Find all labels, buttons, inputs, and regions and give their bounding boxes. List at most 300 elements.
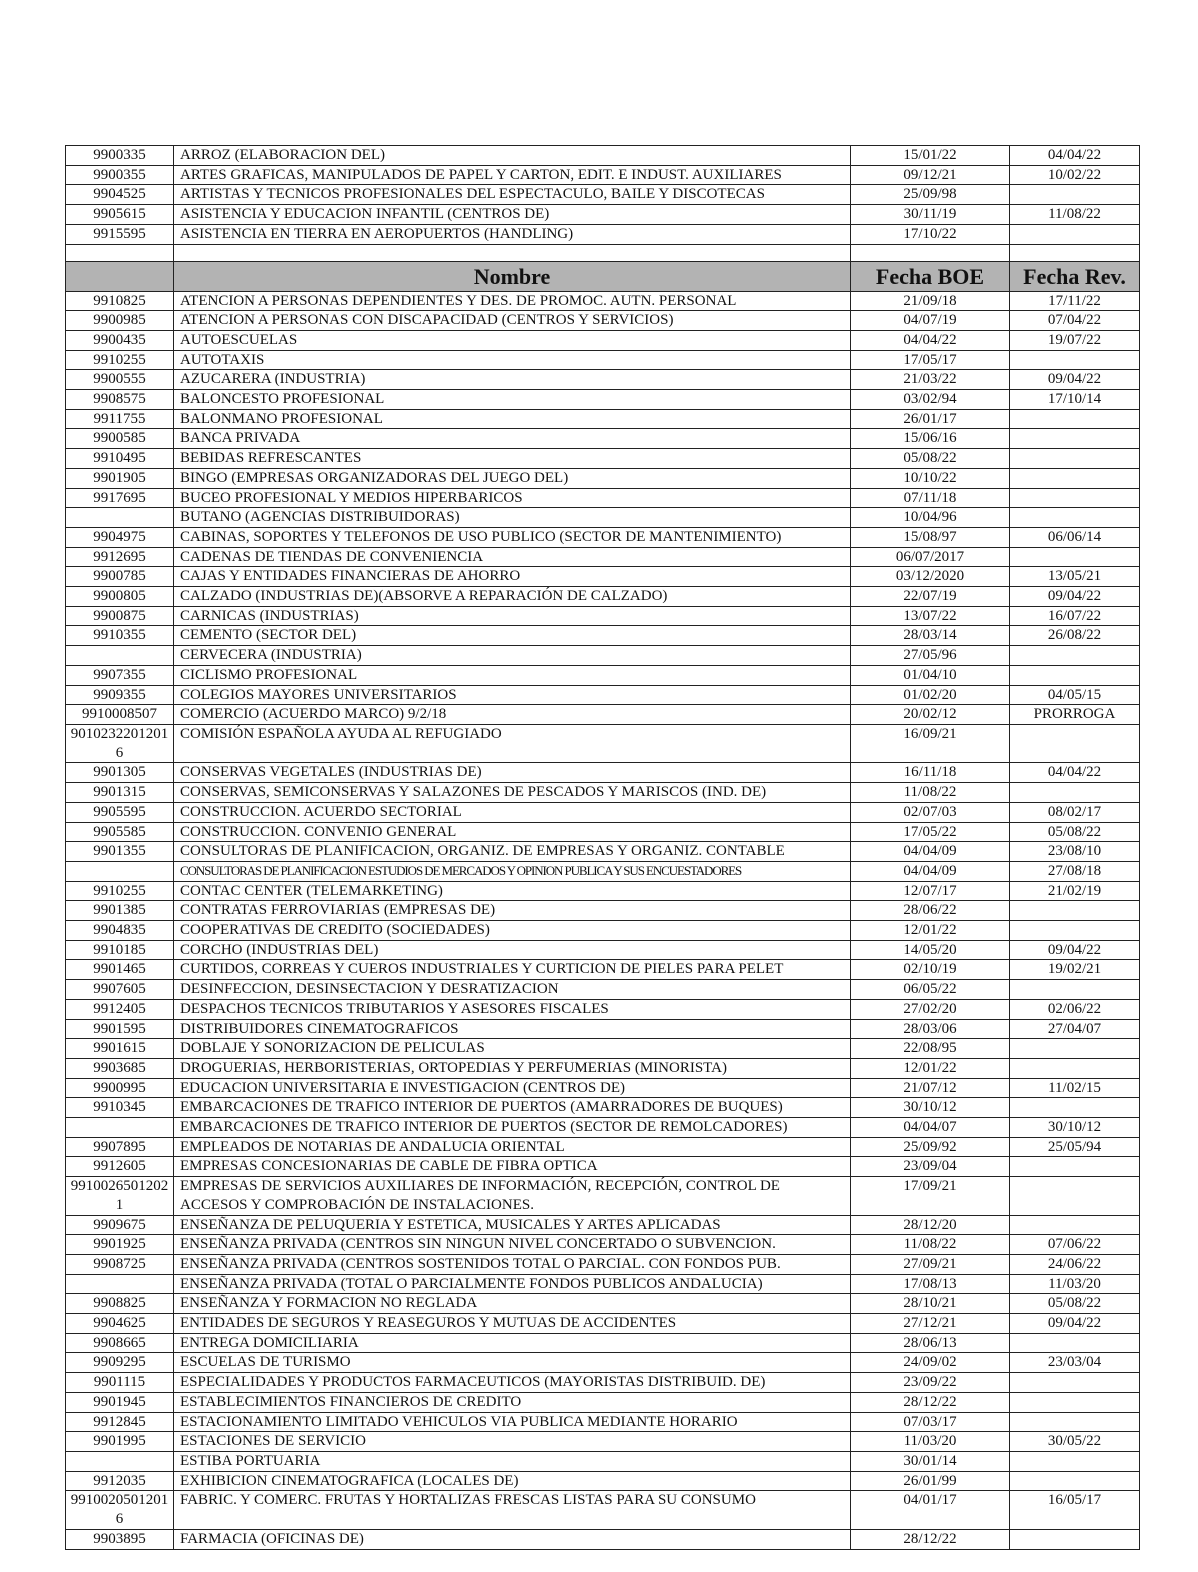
code-cell: 9912605 <box>66 1157 174 1177</box>
name-cell: EMPRESAS CONCESIONARIAS DE CABLE DE FIBRA OPTICA <box>174 1157 851 1177</box>
fecha-boe-cell: 30/01/14 <box>851 1452 1010 1472</box>
fecha-rev-cell: 05/08/22 <box>1010 1294 1140 1314</box>
fecha-rev-cell <box>1010 1392 1140 1412</box>
fecha-rev-cell <box>1010 921 1140 941</box>
header-row <box>66 261 1140 291</box>
name-cell: EMPLEADOS DE NOTARIAS DE ANDALUCIA ORIENTAL <box>174 1137 851 1157</box>
name-cell: ENSEÑANZA PRIVADA (TOTAL O PARCIALMENTE FONDOS PUBLICOS ANDALUCIA) <box>174 1274 851 1294</box>
code-cell: 9909355 <box>66 685 174 705</box>
fecha-rev-cell: 13/05/21 <box>1010 567 1140 587</box>
fecha-rev-cell <box>1010 724 1140 762</box>
table-row <box>66 587 1140 607</box>
code-cell: 9905595 <box>66 802 174 822</box>
code-cell: 9900435 <box>66 330 174 350</box>
fecha-boe-cell: 17/08/13 <box>851 1274 1010 1294</box>
table-header <box>66 261 1140 291</box>
table-row <box>66 881 1140 901</box>
table-row <box>66 205 1140 225</box>
code-cell: 99100205012016 <box>66 1491 174 1529</box>
fecha-boe-cell: 28/06/13 <box>851 1333 1010 1353</box>
fecha-boe-cell: 27/05/96 <box>851 646 1010 666</box>
code-cell <box>66 861 174 881</box>
table-row <box>66 783 1140 803</box>
fecha-boe-cell: 17/05/17 <box>851 350 1010 370</box>
table-row <box>66 1118 1140 1138</box>
table-row <box>66 224 1140 244</box>
name-cell: COOPERATIVAS DE CREDITO (SOCIEDADES) <box>174 921 851 941</box>
table-row <box>66 822 1140 842</box>
fecha-rev-cell <box>1010 1333 1140 1353</box>
name-cell: ASISTENCIA Y EDUCACION INFANTIL (CENTROS DE) <box>174 205 851 225</box>
fecha-boe-cell: 05/08/22 <box>851 449 1010 469</box>
table-row <box>66 409 1140 429</box>
code-cell: 9908575 <box>66 390 174 410</box>
fecha-rev-cell: 11/02/15 <box>1010 1078 1140 1098</box>
table-row <box>66 1157 1140 1177</box>
table-row <box>66 1333 1140 1353</box>
fecha-rev-cell <box>1010 665 1140 685</box>
table-row <box>66 646 1140 666</box>
name-cell: FARMACIA (OFICINAS DE) <box>174 1529 851 1549</box>
name-cell: CALZADO (INDUSTRIAS DE)(ABSORVE A REPARACIÓN DE CALZADO) <box>174 587 851 607</box>
name-cell: ESTIBA PORTUARIA <box>174 1452 851 1472</box>
code-cell: 9910185 <box>66 940 174 960</box>
fecha-rev-cell <box>1010 1529 1140 1549</box>
code-cell: 9904625 <box>66 1314 174 1334</box>
fecha-boe-cell: 09/12/21 <box>851 165 1010 185</box>
fecha-boe-cell: 12/01/22 <box>851 1058 1010 1078</box>
table-spacer <box>66 244 1140 261</box>
code-cell: 9910825 <box>66 291 174 311</box>
fecha-rev-cell <box>1010 783 1140 803</box>
code-cell <box>66 1274 174 1294</box>
code-cell: 9900585 <box>66 429 174 449</box>
name-cell: DROGUERIAS, HERBORISTERIAS, ORTOPEDIAS Y PERFUMERIAS (MINORISTA) <box>174 1058 851 1078</box>
table-row <box>66 1274 1140 1294</box>
fecha-boe-cell: 28/06/22 <box>851 901 1010 921</box>
fecha-rev-cell: 19/02/21 <box>1010 960 1140 980</box>
code-cell: 9903895 <box>66 1529 174 1549</box>
fecha-boe-cell: 01/04/10 <box>851 665 1010 685</box>
code-cell: 9904835 <box>66 921 174 941</box>
table-row <box>66 350 1140 370</box>
name-cell: CONSERVAS VEGETALES (INDUSTRIAS DE) <box>174 763 851 783</box>
fecha-rev-cell: 04/05/15 <box>1010 685 1140 705</box>
table-row <box>66 626 1140 646</box>
name-cell: BALONMANO PROFESIONAL <box>174 409 851 429</box>
table-row <box>66 999 1140 1019</box>
fecha-boe-cell: 22/08/95 <box>851 1039 1010 1059</box>
name-cell: BINGO (EMPRESAS ORGANIZADORAS DEL JUEGO DEL) <box>174 468 851 488</box>
fecha-rev-cell <box>1010 449 1140 469</box>
fecha-rev-cell <box>1010 350 1140 370</box>
fecha-rev-cell: 09/04/22 <box>1010 587 1140 607</box>
fecha-boe-cell: 02/10/19 <box>851 960 1010 980</box>
name-cell: ATENCION A PERSONAS DEPENDIENTES Y DES. DE PROMOC. AUTN. PERSONAL <box>174 291 851 311</box>
name-cell: ENSEÑANZA PRIVADA (CENTROS SIN NINGUN NIVEL CONCERTADO O SUBVENCION. <box>174 1235 851 1255</box>
table-row <box>66 724 1140 762</box>
fecha-boe-cell: 20/02/12 <box>851 705 1010 725</box>
header-name: Nombre <box>174 261 851 291</box>
code-cell <box>66 508 174 528</box>
fecha-boe-cell: 02/07/03 <box>851 802 1010 822</box>
code-cell: 9917695 <box>66 488 174 508</box>
table-row <box>66 1392 1140 1412</box>
fecha-boe-cell: 06/07/2017 <box>851 547 1010 567</box>
fecha-boe-cell: 23/09/22 <box>851 1373 1010 1393</box>
table-row <box>66 547 1140 567</box>
fecha-boe-cell: 21/07/12 <box>851 1078 1010 1098</box>
fecha-boe-cell: 26/01/17 <box>851 409 1010 429</box>
code-cell: 9907895 <box>66 1137 174 1157</box>
code-cell: 9910495 <box>66 449 174 469</box>
fecha-boe-cell: 06/05/22 <box>851 980 1010 1000</box>
code-cell: 9901355 <box>66 842 174 862</box>
table-row <box>66 1529 1140 1549</box>
table-row <box>66 1452 1140 1472</box>
name-cell: CADENAS DE TIENDAS DE CONVENIENCIA <box>174 547 851 567</box>
fecha-boe-cell: 27/09/21 <box>851 1254 1010 1274</box>
name-cell: BUTANO (AGENCIAS DISTRIBUIDORAS) <box>174 508 851 528</box>
fecha-rev-cell: 08/02/17 <box>1010 802 1140 822</box>
name-cell: FABRIC. Y COMERC. FRUTAS Y HORTALIZAS FRESCAS LISTAS PARA SU CONSUMO <box>174 1491 851 1529</box>
fecha-boe-cell: 25/09/98 <box>851 185 1010 205</box>
fecha-rev-cell <box>1010 646 1140 666</box>
name-cell: CURTIDOS, CORREAS Y CUEROS INDUSTRIALES Y CURTICION DE PIELES PARA PELET <box>174 960 851 980</box>
fecha-rev-cell <box>1010 1452 1140 1472</box>
code-cell: 9908825 <box>66 1294 174 1314</box>
code-cell: 9900805 <box>66 587 174 607</box>
code-cell: 9911755 <box>66 409 174 429</box>
fecha-rev-cell <box>1010 468 1140 488</box>
code-cell: 9909675 <box>66 1215 174 1235</box>
fecha-rev-cell: 23/03/04 <box>1010 1353 1140 1373</box>
name-cell: CONTRATAS FERROVIARIAS (EMPRESAS DE) <box>174 901 851 921</box>
name-cell: ASISTENCIA EN TIERRA EN AEROPUERTOS (HANDLING) <box>174 224 851 244</box>
header-code-cell <box>66 261 174 291</box>
name-cell: EDUCACION UNIVERSITARIA E INVESTIGACION (CENTROS DE) <box>174 1078 851 1098</box>
header-fecha-boe: Fecha BOE <box>851 261 1010 291</box>
table-row <box>66 390 1140 410</box>
table-row <box>66 842 1140 862</box>
table-row <box>66 1432 1140 1452</box>
fecha-rev-cell: 04/04/22 <box>1010 763 1140 783</box>
name-cell: BEBIDAS REFRESCANTES <box>174 449 851 469</box>
name-cell: ESCUELAS DE TURISMO <box>174 1353 851 1373</box>
code-cell: 9901615 <box>66 1039 174 1059</box>
name-cell: ENSEÑANZA Y FORMACION NO REGLADA <box>174 1294 851 1314</box>
table-row <box>66 311 1140 331</box>
table-row <box>66 1314 1140 1334</box>
fecha-rev-cell: 07/06/22 <box>1010 1235 1140 1255</box>
name-cell: ARTES GRAFICAS, MANIPULADOS DE PAPEL Y CARTON, EDIT. E INDUST. AUXILIARES <box>174 165 851 185</box>
fecha-rev-cell: 25/05/94 <box>1010 1137 1140 1157</box>
fecha-boe-cell: 17/05/22 <box>851 822 1010 842</box>
fecha-rev-cell: 27/08/18 <box>1010 861 1140 881</box>
fecha-boe-cell: 17/09/21 <box>851 1177 1010 1215</box>
code-cell: 9905615 <box>66 205 174 225</box>
fecha-rev-cell: 30/10/12 <box>1010 1118 1140 1138</box>
fecha-boe-cell: 07/03/17 <box>851 1412 1010 1432</box>
table-row <box>66 940 1140 960</box>
code-cell: 9912035 <box>66 1471 174 1491</box>
fecha-boe-cell: 28/12/22 <box>851 1529 1010 1549</box>
fecha-boe-cell: 28/03/06 <box>851 1019 1010 1039</box>
table-row <box>66 1058 1140 1078</box>
fecha-boe-cell: 04/07/19 <box>851 311 1010 331</box>
code-cell: 9908725 <box>66 1254 174 1274</box>
code-cell: 9901595 <box>66 1019 174 1039</box>
code-cell: 9915595 <box>66 224 174 244</box>
table-row <box>66 291 1140 311</box>
fecha-rev-cell: 17/11/22 <box>1010 291 1140 311</box>
name-cell: ENSEÑANZA DE PELUQUERIA Y ESTETICA, MUSICALES Y ARTES APLICADAS <box>174 1215 851 1235</box>
name-cell: CONSERVAS, SEMICONSERVAS Y SALAZONES DE PESCADOS Y MARISCOS (IND. DE) <box>174 783 851 803</box>
fecha-boe-cell: 04/04/09 <box>851 842 1010 862</box>
fecha-boe-cell: 27/02/20 <box>851 999 1010 1019</box>
name-cell: CARNICAS (INDUSTRIAS) <box>174 606 851 626</box>
fecha-rev-cell <box>1010 1039 1140 1059</box>
name-cell: ATENCION A PERSONAS CON DISCAPACIDAD (CENTROS Y SERVICIOS) <box>174 311 851 331</box>
table-row <box>66 1098 1140 1118</box>
name-cell: CICLISMO PROFESIONAL <box>174 665 851 685</box>
fecha-rev-cell: 23/08/10 <box>1010 842 1140 862</box>
code-cell: 9901305 <box>66 763 174 783</box>
name-cell: ARROZ (ELABORACION DEL) <box>174 146 851 166</box>
code-cell <box>66 646 174 666</box>
table-row <box>66 1373 1140 1393</box>
table-row <box>66 1471 1140 1491</box>
name-cell: CERVECERA (INDUSTRIA) <box>174 646 851 666</box>
code-cell: 9900995 <box>66 1078 174 1098</box>
code-cell: 9910255 <box>66 350 174 370</box>
name-cell: CONSULTORAS DE PLANIFICACION, ORGANIZ. DE EMPRESAS Y ORGANIZ. CONTABLE <box>174 842 851 862</box>
fecha-boe-cell: 11/08/22 <box>851 783 1010 803</box>
name-cell: EMPRESAS DE SERVICIOS AUXILIARES DE INFORMACIÓN, RECEPCIÓN, CONTROL DE ACCESOS Y COMPROBACIÓN DE INSTALACIONES. <box>174 1177 851 1215</box>
fecha-rev-cell <box>1010 901 1140 921</box>
fecha-boe-cell: 26/01/99 <box>851 1471 1010 1491</box>
name-cell: DESPACHOS TECNICOS TRIBUTARIOS Y ASESORES FISCALES <box>174 999 851 1019</box>
table-row <box>66 980 1140 1000</box>
name-cell: CORCHO (INDUSTRIAS DEL) <box>174 940 851 960</box>
table-row <box>66 468 1140 488</box>
name-cell: CABINAS, SOPORTES Y TELEFONOS DE USO PUBLICO (SECTOR DE MANTENIMIENTO) <box>174 527 851 547</box>
fecha-rev-cell: 24/06/22 <box>1010 1254 1140 1274</box>
fecha-boe-cell: 23/09/04 <box>851 1157 1010 1177</box>
table-row <box>66 960 1140 980</box>
table-row <box>66 1491 1140 1529</box>
table-row <box>66 165 1140 185</box>
table-row <box>66 901 1140 921</box>
fecha-boe-cell: 10/04/96 <box>851 508 1010 528</box>
code-cell <box>66 1118 174 1138</box>
fecha-rev-cell <box>1010 508 1140 528</box>
fecha-rev-cell: 26/08/22 <box>1010 626 1140 646</box>
name-cell: CEMENTO (SECTOR DEL) <box>174 626 851 646</box>
fecha-boe-cell: 03/02/94 <box>851 390 1010 410</box>
fecha-rev-cell <box>1010 429 1140 449</box>
fecha-rev-cell <box>1010 1215 1140 1235</box>
code-cell: 9907605 <box>66 980 174 1000</box>
table-main-section <box>66 291 1140 1549</box>
table-row <box>66 705 1140 725</box>
fecha-rev-cell: 07/04/22 <box>1010 311 1140 331</box>
fecha-boe-cell: 25/09/92 <box>851 1137 1010 1157</box>
code-cell: 9910355 <box>66 626 174 646</box>
fecha-boe-cell: 15/08/97 <box>851 527 1010 547</box>
table-row <box>66 1019 1140 1039</box>
code-cell: 9910345 <box>66 1098 174 1118</box>
fecha-rev-cell <box>1010 1058 1140 1078</box>
fecha-rev-cell: 27/04/07 <box>1010 1019 1140 1039</box>
name-cell: BALONCESTO PROFESIONAL <box>174 390 851 410</box>
fecha-boe-cell: 04/04/22 <box>851 330 1010 350</box>
code-cell: 9901905 <box>66 468 174 488</box>
fecha-rev-cell <box>1010 409 1140 429</box>
table-row <box>66 1215 1140 1235</box>
code-cell: 9901115 <box>66 1373 174 1393</box>
fecha-boe-cell: 01/02/20 <box>851 685 1010 705</box>
fecha-rev-cell <box>1010 547 1140 567</box>
table-row <box>66 1254 1140 1274</box>
fecha-boe-cell: 16/11/18 <box>851 763 1010 783</box>
fecha-rev-cell: 09/04/22 <box>1010 940 1140 960</box>
table-row <box>66 606 1140 626</box>
name-cell: AUTOTAXIS <box>174 350 851 370</box>
name-cell: ENTREGA DOMICILIARIA <box>174 1333 851 1353</box>
fecha-boe-cell: 17/10/22 <box>851 224 1010 244</box>
name-cell: COMISIÓN ESPAÑOLA AYUDA AL REFUGIADO <box>174 724 851 762</box>
name-cell: EXHIBICION CINEMATOGRAFICA (LOCALES DE) <box>174 1471 851 1491</box>
fecha-boe-cell: 03/12/2020 <box>851 567 1010 587</box>
fecha-boe-cell: 14/05/20 <box>851 940 1010 960</box>
table-row <box>66 1294 1140 1314</box>
fecha-boe-cell: 11/03/20 <box>851 1432 1010 1452</box>
fecha-rev-cell: 19/07/22 <box>1010 330 1140 350</box>
table-row <box>66 1177 1140 1215</box>
fecha-rev-cell <box>1010 1471 1140 1491</box>
fecha-boe-cell: 27/12/21 <box>851 1314 1010 1334</box>
table-row <box>66 508 1140 528</box>
fecha-boe-cell: 22/07/19 <box>851 587 1010 607</box>
code-cell: 9912695 <box>66 547 174 567</box>
table-row <box>66 665 1140 685</box>
table-row <box>66 1137 1140 1157</box>
code-cell: 9901945 <box>66 1392 174 1412</box>
name-cell: DESINFECCION, DESINSECTACION Y DESRATIZACION <box>174 980 851 1000</box>
fecha-rev-cell <box>1010 1098 1140 1118</box>
name-cell: COLEGIOS MAYORES UNIVERSITARIOS <box>174 685 851 705</box>
table-top-section <box>66 146 1140 245</box>
fecha-rev-cell: 02/06/22 <box>1010 999 1140 1019</box>
name-cell: CONSTRUCCION. CONVENIO GENERAL <box>174 822 851 842</box>
table-row <box>66 1039 1140 1059</box>
fecha-boe-cell: 11/08/22 <box>851 1235 1010 1255</box>
fecha-rev-cell: 09/04/22 <box>1010 1314 1140 1334</box>
fecha-rev-cell: 10/02/22 <box>1010 165 1140 185</box>
code-cell: 9912405 <box>66 999 174 1019</box>
code-cell: 99100265012021 <box>66 1177 174 1215</box>
table-row <box>66 1353 1140 1373</box>
name-cell: ESTACIONAMIENTO LIMITADO VEHICULOS VIA PUBLICA MEDIANTE HORARIO <box>174 1412 851 1432</box>
fecha-boe-cell: 15/01/22 <box>851 146 1010 166</box>
convenios-document <box>65 145 1139 1550</box>
fecha-boe-cell: 10/10/22 <box>851 468 1010 488</box>
table-row <box>66 429 1140 449</box>
table-row <box>66 763 1140 783</box>
fecha-boe-cell: 12/01/22 <box>851 921 1010 941</box>
fecha-boe-cell: 04/01/17 <box>851 1491 1010 1529</box>
name-cell: CONTAC CENTER (TELEMARKETING) <box>174 881 851 901</box>
name-cell: CONSULTORAS DE PLANIFICACION ESTUDIOS DE MERCADOS Y OPINION PUBLICA Y SUS ENCUESTADORES <box>174 861 851 881</box>
spacer-row <box>66 244 1140 261</box>
fecha-rev-cell: 06/06/14 <box>1010 527 1140 547</box>
fecha-rev-cell <box>1010 980 1140 1000</box>
table-row <box>66 330 1140 350</box>
fecha-rev-cell: PRORROGA <box>1010 705 1140 725</box>
code-cell: 9904975 <box>66 527 174 547</box>
fecha-boe-cell: 24/09/02 <box>851 1353 1010 1373</box>
table-row <box>66 527 1140 547</box>
fecha-rev-cell: 09/04/22 <box>1010 370 1140 390</box>
name-cell: ENTIDADES DE SEGUROS Y REASEGUROS Y MUTUAS DE ACCIDENTES <box>174 1314 851 1334</box>
name-cell: CAJAS Y ENTIDADES FINANCIERAS DE AHORRO <box>174 567 851 587</box>
fecha-boe-cell: 12/07/17 <box>851 881 1010 901</box>
name-cell: ESTABLECIMIENTOS FINANCIEROS DE CREDITO <box>174 1392 851 1412</box>
code-cell <box>66 1452 174 1472</box>
code-cell: 90102322012016 <box>66 724 174 762</box>
fecha-rev-cell <box>1010 1412 1140 1432</box>
code-cell: 9907355 <box>66 665 174 685</box>
fecha-boe-cell: 04/04/09 <box>851 861 1010 881</box>
fecha-rev-cell <box>1010 224 1140 244</box>
fecha-rev-cell: 04/04/22 <box>1010 146 1140 166</box>
fecha-boe-cell: 30/10/12 <box>851 1098 1010 1118</box>
code-cell: 9900985 <box>66 311 174 331</box>
code-cell: 9903685 <box>66 1058 174 1078</box>
name-cell: ENSEÑANZA PRIVADA (CENTROS SOSTENIDOS TOTAL O PARCIAL. CON FONDOS PUB. <box>174 1254 851 1274</box>
fecha-rev-cell: 05/08/22 <box>1010 822 1140 842</box>
table-row <box>66 1078 1140 1098</box>
code-cell: 9909295 <box>66 1353 174 1373</box>
fecha-boe-cell: 16/09/21 <box>851 724 1010 762</box>
table-row <box>66 921 1140 941</box>
fecha-rev-cell: 16/05/17 <box>1010 1491 1140 1529</box>
table-row <box>66 146 1140 166</box>
code-cell: 9900335 <box>66 146 174 166</box>
fecha-rev-cell: 16/07/22 <box>1010 606 1140 626</box>
name-cell: ESPECIALIDADES Y PRODUCTOS FARMACEUTICOS (MAYORISTAS DISTRIBUID. DE) <box>174 1373 851 1393</box>
code-cell: 9900785 <box>66 567 174 587</box>
name-cell: ARTISTAS Y TECNICOS PROFESIONALES DEL ESPECTACULO, BAILE Y DISCOTECAS <box>174 185 851 205</box>
name-cell: AUTOESCUELAS <box>174 330 851 350</box>
name-cell: COMERCIO (ACUERDO MARCO) 9/2/18 <box>174 705 851 725</box>
name-cell: EMBARCACIONES DE TRAFICO INTERIOR DE PUERTOS (AMARRADORES DE BUQUES) <box>174 1098 851 1118</box>
name-cell: EMBARCACIONES DE TRAFICO INTERIOR DE PUERTOS (SECTOR DE REMOLCADORES) <box>174 1118 851 1138</box>
name-cell: AZUCARERA (INDUSTRIA) <box>174 370 851 390</box>
code-cell: 9901995 <box>66 1432 174 1452</box>
fecha-rev-cell: 17/10/14 <box>1010 390 1140 410</box>
table-row <box>66 449 1140 469</box>
table-row <box>66 1235 1140 1255</box>
name-cell: CONSTRUCCION. ACUERDO SECTORIAL <box>174 802 851 822</box>
table-row <box>66 185 1140 205</box>
code-cell: 9904525 <box>66 185 174 205</box>
code-cell: 9910255 <box>66 881 174 901</box>
code-cell: 9901925 <box>66 1235 174 1255</box>
fecha-boe-cell: 07/11/18 <box>851 488 1010 508</box>
fecha-boe-cell: 30/11/19 <box>851 205 1010 225</box>
